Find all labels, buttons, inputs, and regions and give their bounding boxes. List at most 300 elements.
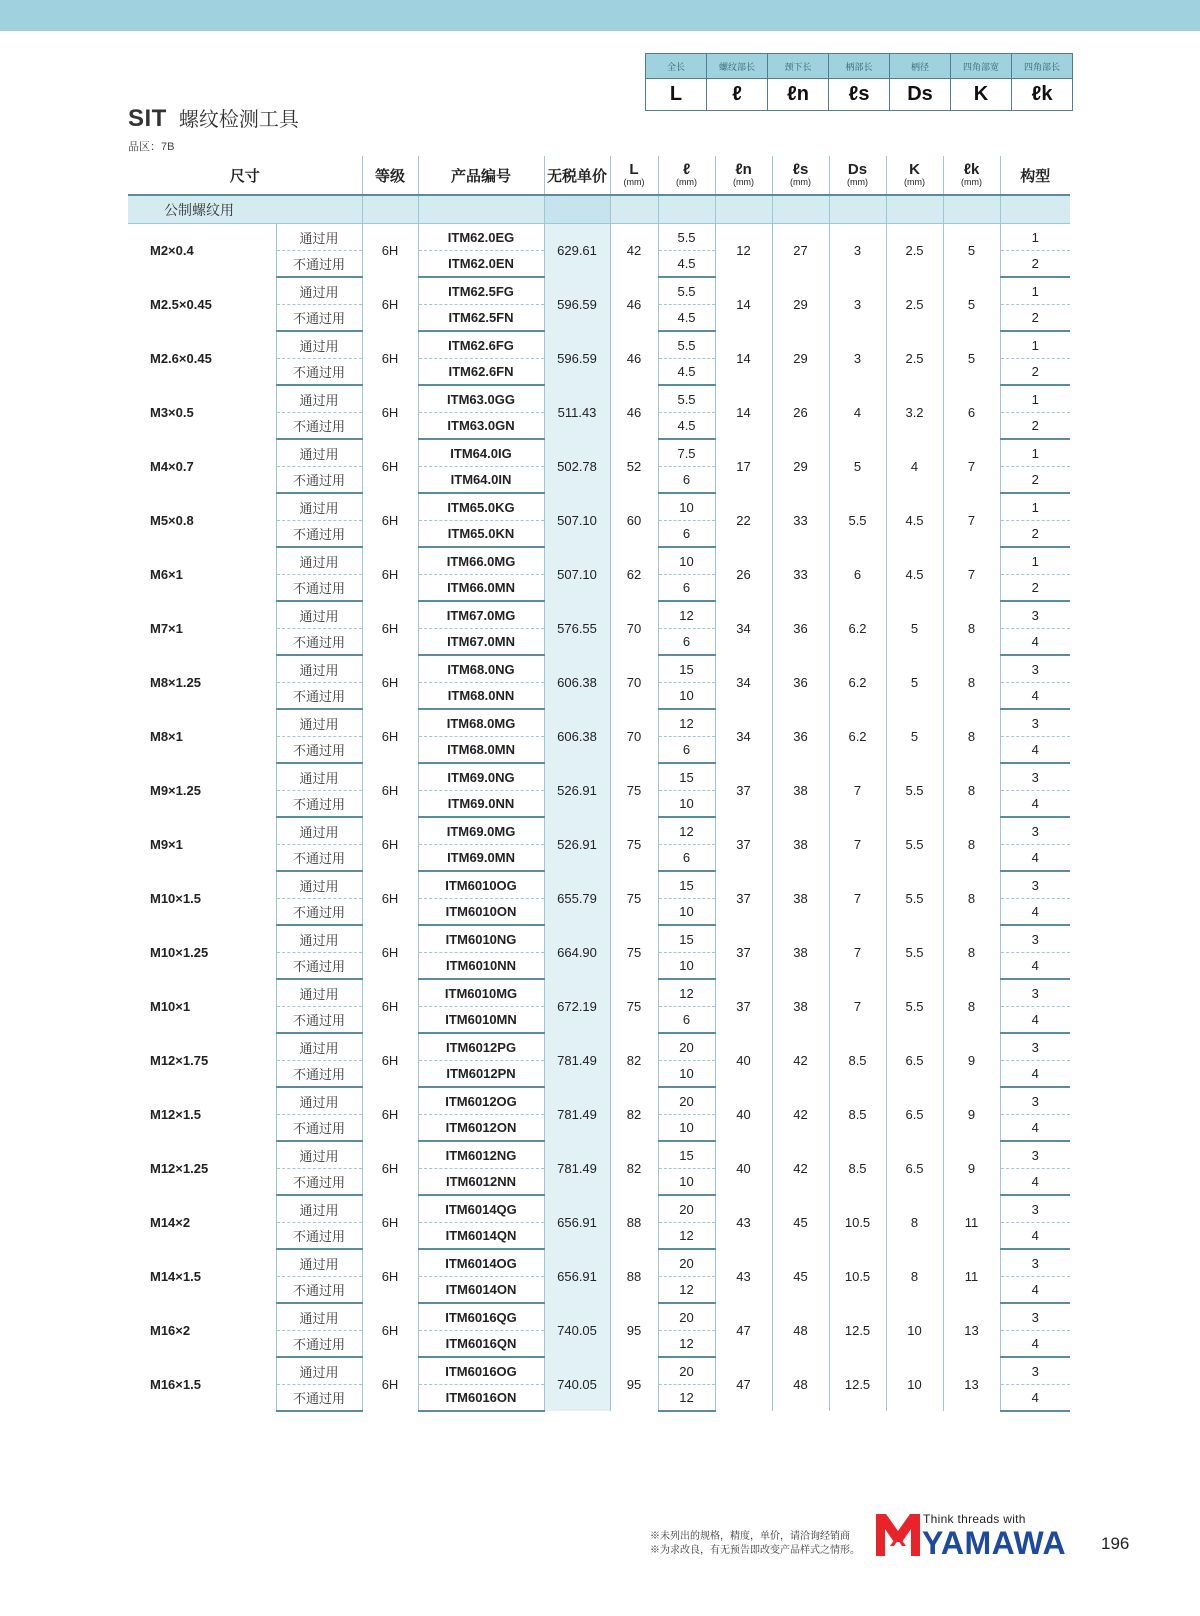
thread-length-nogo: 4.5 <box>658 305 715 332</box>
shank-length: 33 <box>772 493 829 547</box>
shape-nogo: 4 <box>1000 1385 1070 1412</box>
shank-length: 29 <box>772 331 829 385</box>
product-code-nogo: ITM6010MN <box>418 1007 544 1034</box>
shape-nogo: 4 <box>1000 683 1070 710</box>
thread-length-go: 15 <box>658 925 715 953</box>
grade: 6H <box>362 1033 418 1087</box>
nogo-label: 不通过用 <box>276 575 362 602</box>
shape-nogo: 4 <box>1000 1169 1070 1196</box>
grade: 6H <box>362 817 418 871</box>
length-L: 88 <box>610 1249 658 1303</box>
col-header-unit: (mm) <box>961 177 983 187</box>
shank-diameter: 8.5 <box>829 1033 886 1087</box>
legend-symbol: K <box>951 79 1012 111</box>
unit-price: 656.91 <box>544 1195 610 1249</box>
product-code-nogo: ITM6012NN <box>418 1169 544 1196</box>
grade: 6H <box>362 871 418 925</box>
unit-price: 502.78 <box>544 439 610 493</box>
grade: 6H <box>362 709 418 763</box>
square-width: 6.5 <box>886 1033 943 1087</box>
shape-nogo: 4 <box>1000 1277 1070 1304</box>
square-length: 6 <box>943 385 1000 439</box>
length-L: 70 <box>610 601 658 655</box>
shape-go: 3 <box>1000 1087 1070 1115</box>
square-length: 13 <box>943 1357 1000 1411</box>
go-label: 通过用 <box>276 493 362 521</box>
thread-length-nogo: 4.5 <box>658 413 715 440</box>
unit-price: 629.61 <box>544 224 610 278</box>
table-row <box>128 1303 1070 1331</box>
nogo-label: 不通过用 <box>276 413 362 440</box>
shank-length: 33 <box>772 547 829 601</box>
spec-table <box>128 156 1070 1412</box>
product-code-go: ITM68.0NG <box>418 655 544 683</box>
shank-length: 36 <box>772 655 829 709</box>
length-L: 52 <box>610 439 658 493</box>
length-L: 95 <box>610 1357 658 1411</box>
shank-length: 29 <box>772 439 829 493</box>
thread-length-nogo: 6 <box>658 845 715 872</box>
square-length: 8 <box>943 655 1000 709</box>
thread-size: M16×1.5 <box>150 1376 201 1392</box>
product-code-go: ITM6014OG <box>418 1249 544 1277</box>
thread-length-go: 5.5 <box>658 277 715 305</box>
thread-size: M14×1.5 <box>150 1268 201 1284</box>
product-series-name: 螺纹检测工具 <box>178 109 299 131</box>
shape-nogo: 2 <box>1000 575 1070 602</box>
shank-length: 38 <box>772 871 829 925</box>
table-row <box>128 224 1070 251</box>
table-row <box>128 439 1070 467</box>
shank-diameter: 4 <box>829 385 886 439</box>
go-label: 通过用 <box>276 547 362 575</box>
col-header-symbol: ℓk <box>963 161 980 178</box>
product-code-nogo: ITM69.0NN <box>418 791 544 818</box>
table-row <box>128 925 1070 953</box>
footer-note-2: ※为求改良，有无预告即改变产品样式之情形。 <box>650 1545 860 1556</box>
thread-length-go: 20 <box>658 1249 715 1277</box>
table-row <box>128 493 1070 521</box>
thread-length-nogo: 6 <box>658 521 715 548</box>
go-label: 通过用 <box>276 709 362 737</box>
thread-length-go: 10 <box>658 493 715 521</box>
grade: 6H <box>362 331 418 385</box>
go-label: 通过用 <box>276 871 362 899</box>
thread-length-go: 5.5 <box>658 385 715 413</box>
square-width: 4 <box>886 439 943 493</box>
grade: 6H <box>362 1195 418 1249</box>
neck-length: 34 <box>715 709 772 763</box>
table-row <box>128 547 1070 575</box>
thread-size: M2.6×0.45 <box>150 350 212 366</box>
thread-length-go: 12 <box>658 817 715 845</box>
thread-length-go: 20 <box>658 1033 715 1061</box>
shape-nogo: 4 <box>1000 899 1070 926</box>
shank-length: 48 <box>772 1303 829 1357</box>
legend-symbol: ℓn <box>768 79 829 111</box>
square-length: 5 <box>943 331 1000 385</box>
grade: 6H <box>362 925 418 979</box>
shape-go: 3 <box>1000 1033 1070 1061</box>
yamawa-logo <box>876 1512 1076 1561</box>
neck-length: 40 <box>715 1087 772 1141</box>
table-row <box>128 871 1070 899</box>
shape-nogo: 4 <box>1000 629 1070 656</box>
footer-note-1: ※未列出的规格，精度，单价，请洽询经销商 <box>650 1531 850 1542</box>
product-code-nogo: ITM6016ON <box>418 1385 544 1412</box>
col-header-symbol: ℓs <box>792 161 809 178</box>
product-series-code: SIT <box>128 105 167 132</box>
shank-diameter: 8.5 <box>829 1087 886 1141</box>
product-code-nogo: ITM64.0IN <box>418 467 544 494</box>
thread-size: M10×1.5 <box>150 890 201 906</box>
go-label: 通过用 <box>276 655 362 683</box>
product-code-nogo: ITM6012ON <box>418 1115 544 1142</box>
square-length: 9 <box>943 1087 1000 1141</box>
unit-price: 596.59 <box>544 331 610 385</box>
thread-length-nogo: 4.5 <box>658 359 715 386</box>
legend-label: 四角部长 <box>1012 54 1073 79</box>
shape-nogo: 2 <box>1000 467 1070 494</box>
shape-go: 3 <box>1000 709 1070 737</box>
unit-price: 507.10 <box>544 547 610 601</box>
thread-length-go: 20 <box>658 1303 715 1331</box>
grade: 6H <box>362 655 418 709</box>
thread-length-go: 20 <box>658 1195 715 1223</box>
length-L: 46 <box>610 331 658 385</box>
neck-length: 14 <box>715 277 772 331</box>
nogo-label: 不通过用 <box>276 791 362 818</box>
product-code-nogo: ITM62.5FN <box>418 305 544 332</box>
nogo-label: 不通过用 <box>276 1169 362 1196</box>
dimension-legend <box>645 53 1073 111</box>
square-width: 5.5 <box>886 979 943 1033</box>
go-label: 通过用 <box>276 1141 362 1169</box>
shank-length: 45 <box>772 1195 829 1249</box>
go-label: 通过用 <box>276 1033 362 1061</box>
legend-label: 全长 <box>646 54 707 79</box>
legend-label: 四角部宽 <box>951 54 1012 79</box>
length-L: 88 <box>610 1195 658 1249</box>
product-code-nogo: ITM6010NN <box>418 953 544 980</box>
thread-length-nogo: 10 <box>658 791 715 818</box>
product-code-go: ITM6012NG <box>418 1141 544 1169</box>
neck-length: 43 <box>715 1249 772 1303</box>
shape-go: 1 <box>1000 224 1070 251</box>
neck-length: 17 <box>715 439 772 493</box>
nogo-label: 不通过用 <box>276 629 362 656</box>
square-width: 5 <box>886 709 943 763</box>
col-header-unit: (mm) <box>847 177 869 187</box>
product-code-go: ITM6010NG <box>418 925 544 953</box>
grade: 6H <box>362 439 418 493</box>
col-header-price: 无税单价 <box>544 156 610 195</box>
shape-go: 1 <box>1000 493 1070 521</box>
thread-length-nogo: 10 <box>658 683 715 710</box>
shape-go: 1 <box>1000 547 1070 575</box>
nogo-label: 不通过用 <box>276 1385 362 1412</box>
unit-price: 511.43 <box>544 385 610 439</box>
shape-go: 3 <box>1000 817 1070 845</box>
shape-go: 3 <box>1000 601 1070 629</box>
col-header-unit: (mm) <box>790 177 812 187</box>
unit-price: 606.38 <box>544 709 610 763</box>
shank-diameter: 12.5 <box>829 1303 886 1357</box>
col-header-grade: 等级 <box>362 156 418 195</box>
footer-notes <box>650 1530 860 1558</box>
thread-size: M10×1.25 <box>150 944 209 960</box>
neck-length: 34 <box>715 601 772 655</box>
square-length: 11 <box>943 1195 1000 1249</box>
go-label: 通过用 <box>276 1249 362 1277</box>
shank-diameter: 6.2 <box>829 601 886 655</box>
square-width: 10 <box>886 1357 943 1411</box>
thread-length-go: 15 <box>658 871 715 899</box>
nogo-label: 不通过用 <box>276 359 362 386</box>
shape-go: 3 <box>1000 763 1070 791</box>
logo-brand: YAMAWA <box>922 1525 1067 1561</box>
square-length: 8 <box>943 763 1000 817</box>
thread-length-nogo: 12 <box>658 1385 715 1412</box>
square-width: 2.5 <box>886 331 943 385</box>
square-length: 8 <box>943 817 1000 871</box>
product-code-nogo: ITM66.0MN <box>418 575 544 602</box>
shank-length: 38 <box>772 817 829 871</box>
grade: 6H <box>362 1249 418 1303</box>
thread-length-go: 10 <box>658 547 715 575</box>
square-width: 6.5 <box>886 1087 943 1141</box>
shank-diameter: 12.5 <box>829 1357 886 1411</box>
thread-size: M6×1 <box>150 566 183 582</box>
legend-label: 柄径 <box>890 54 951 79</box>
shank-length: 36 <box>772 601 829 655</box>
thread-length-nogo: 12 <box>658 1223 715 1250</box>
grade: 6H <box>362 1141 418 1195</box>
shank-diameter: 10.5 <box>829 1195 886 1249</box>
table-row <box>128 1087 1070 1115</box>
go-label: 通过用 <box>276 439 362 467</box>
neck-length: 37 <box>715 925 772 979</box>
unit-price: 576.55 <box>544 601 610 655</box>
shape-go: 3 <box>1000 1195 1070 1223</box>
col-header-code: 产品编号 <box>418 156 544 195</box>
square-width: 5 <box>886 601 943 655</box>
product-code-go: ITM64.0IG <box>418 439 544 467</box>
product-code-go: ITM6016QG <box>418 1303 544 1331</box>
shank-length: 42 <box>772 1087 829 1141</box>
unit-price: 672.19 <box>544 979 610 1033</box>
shape-go: 1 <box>1000 385 1070 413</box>
unit-price: 656.91 <box>544 1249 610 1303</box>
unit-price: 526.91 <box>544 763 610 817</box>
product-code-nogo: ITM62.6FN <box>418 359 544 386</box>
product-code-nogo: ITM6014ON <box>418 1277 544 1304</box>
shank-diameter: 7 <box>829 979 886 1033</box>
thread-length-nogo: 6 <box>658 1007 715 1034</box>
nogo-label: 不通过用 <box>276 899 362 926</box>
nogo-label: 不通过用 <box>276 1007 362 1034</box>
length-L: 82 <box>610 1141 658 1195</box>
shank-length: 26 <box>772 385 829 439</box>
col-header-symbol: L <box>629 161 639 178</box>
unit-price: 740.05 <box>544 1303 610 1357</box>
thread-length-go: 15 <box>658 763 715 791</box>
length-L: 70 <box>610 655 658 709</box>
table-row <box>128 709 1070 737</box>
nogo-label: 不通过用 <box>276 1331 362 1358</box>
thread-length-nogo: 10 <box>658 899 715 926</box>
grade: 6H <box>362 1303 418 1357</box>
shape-go: 1 <box>1000 277 1070 305</box>
shank-diameter: 10.5 <box>829 1249 886 1303</box>
length-L: 46 <box>610 385 658 439</box>
go-label: 通过用 <box>276 277 362 305</box>
product-code-go: ITM67.0MG <box>418 601 544 629</box>
neck-length: 14 <box>715 385 772 439</box>
unit-price: 781.49 <box>544 1141 610 1195</box>
legend-symbol: ℓk <box>1012 79 1073 111</box>
thread-size: M4×0.7 <box>150 458 194 474</box>
thread-size: M8×1 <box>150 728 183 744</box>
product-code-nogo: ITM6014QN <box>418 1223 544 1250</box>
thread-length-nogo: 6 <box>658 575 715 602</box>
shank-length: 48 <box>772 1357 829 1411</box>
thread-size: M9×1.25 <box>150 782 201 798</box>
neck-length: 40 <box>715 1033 772 1087</box>
unit-price: 606.38 <box>544 655 610 709</box>
shank-diameter: 7 <box>829 763 886 817</box>
grade: 6H <box>362 493 418 547</box>
shape-nogo: 4 <box>1000 1115 1070 1142</box>
col-header-ln <box>715 156 772 195</box>
length-L: 70 <box>610 709 658 763</box>
unit-price: 596.59 <box>544 277 610 331</box>
go-label: 通过用 <box>276 817 362 845</box>
shank-diameter: 5.5 <box>829 493 886 547</box>
square-width: 4.5 <box>886 547 943 601</box>
thread-length-nogo: 6 <box>658 467 715 494</box>
go-label: 通过用 <box>276 979 362 1007</box>
shape-go: 1 <box>1000 439 1070 467</box>
nogo-label: 不通过用 <box>276 251 362 278</box>
table-header-row <box>128 156 1070 195</box>
length-L: 75 <box>610 871 658 925</box>
product-code-go: ITM62.5FG <box>418 277 544 305</box>
go-label: 通过用 <box>276 1087 362 1115</box>
product-code-go: ITM69.0MG <box>418 817 544 845</box>
table-row <box>128 1141 1070 1169</box>
square-width: 8 <box>886 1195 943 1249</box>
length-L: 75 <box>610 763 658 817</box>
product-code-nogo: ITM62.0EN <box>418 251 544 278</box>
square-width: 5.5 <box>886 925 943 979</box>
length-L: 75 <box>610 817 658 871</box>
square-width: 10 <box>886 1303 943 1357</box>
col-header-shape: 构型 <box>1000 156 1070 195</box>
legend-label: 螺纹部长 <box>707 54 768 79</box>
unit-price: 781.49 <box>544 1033 610 1087</box>
shank-length: 42 <box>772 1141 829 1195</box>
square-width: 2.5 <box>886 224 943 278</box>
length-L: 82 <box>610 1087 658 1141</box>
grade: 6H <box>362 547 418 601</box>
shank-diameter: 5 <box>829 439 886 493</box>
col-header-unit: (mm) <box>623 177 645 187</box>
product-code-nogo: ITM65.0KN <box>418 521 544 548</box>
go-label: 通过用 <box>276 1357 362 1385</box>
product-code-go: ITM63.0GG <box>418 385 544 413</box>
shape-go: 3 <box>1000 979 1070 1007</box>
unit-price: 740.05 <box>544 1357 610 1411</box>
col-header-unit: (mm) <box>904 177 926 187</box>
thread-length-nogo: 10 <box>658 953 715 980</box>
legend-label: 颈下长 <box>768 54 829 79</box>
shank-diameter: 3 <box>829 277 886 331</box>
shape-go: 3 <box>1000 1141 1070 1169</box>
legend-symbol: ℓs <box>829 79 890 111</box>
product-code-go: ITM6010MG <box>418 979 544 1007</box>
shape-go: 3 <box>1000 1303 1070 1331</box>
thread-length-nogo: 12 <box>658 1277 715 1304</box>
product-code-go: ITM6012OG <box>418 1087 544 1115</box>
square-length: 8 <box>943 979 1000 1033</box>
neck-length: 37 <box>715 763 772 817</box>
nogo-label: 不通过用 <box>276 1277 362 1304</box>
legend-symbol: L <box>646 79 707 111</box>
shank-length: 27 <box>772 224 829 278</box>
shank-length: 38 <box>772 763 829 817</box>
table-row <box>128 277 1070 305</box>
product-code-go: ITM6012PG <box>418 1033 544 1061</box>
thread-length-nogo: 4.5 <box>658 251 715 278</box>
unit-price: 664.90 <box>544 925 610 979</box>
thread-length-go: 5.5 <box>658 331 715 359</box>
product-code-go: ITM62.0EG <box>418 224 544 251</box>
thread-size: M5×0.8 <box>150 512 194 528</box>
neck-length: 26 <box>715 547 772 601</box>
col-header-symbol: ℓ <box>682 161 691 178</box>
shape-nogo: 4 <box>1000 1223 1070 1250</box>
product-code-go: ITM6016OG <box>418 1357 544 1385</box>
table-row <box>128 331 1070 359</box>
col-header-unit: (mm) <box>733 177 755 187</box>
thread-length-go: 15 <box>658 655 715 683</box>
col-header-unit: (mm) <box>676 177 698 187</box>
thread-length-go: 12 <box>658 601 715 629</box>
shank-length: 38 <box>772 925 829 979</box>
shape-nogo: 2 <box>1000 305 1070 332</box>
shank-diameter: 7 <box>829 817 886 871</box>
length-L: 75 <box>610 979 658 1033</box>
length-L: 95 <box>610 1303 658 1357</box>
grade: 6H <box>362 601 418 655</box>
shape-go: 1 <box>1000 331 1070 359</box>
length-L: 82 <box>610 1033 658 1087</box>
go-label: 通过用 <box>276 763 362 791</box>
shape-nogo: 4 <box>1000 1331 1070 1358</box>
square-width: 3.2 <box>886 385 943 439</box>
shank-diameter: 7 <box>829 871 886 925</box>
nogo-label: 不通过用 <box>276 305 362 332</box>
neck-length: 47 <box>715 1357 772 1411</box>
table-row <box>128 1033 1070 1061</box>
logo-tagline: Think threads with <box>923 1512 1026 1526</box>
thread-length-nogo: 10 <box>658 1061 715 1088</box>
length-L: 75 <box>610 925 658 979</box>
neck-length: 47 <box>715 1303 772 1357</box>
neck-length: 37 <box>715 817 772 871</box>
grade: 6H <box>362 979 418 1033</box>
